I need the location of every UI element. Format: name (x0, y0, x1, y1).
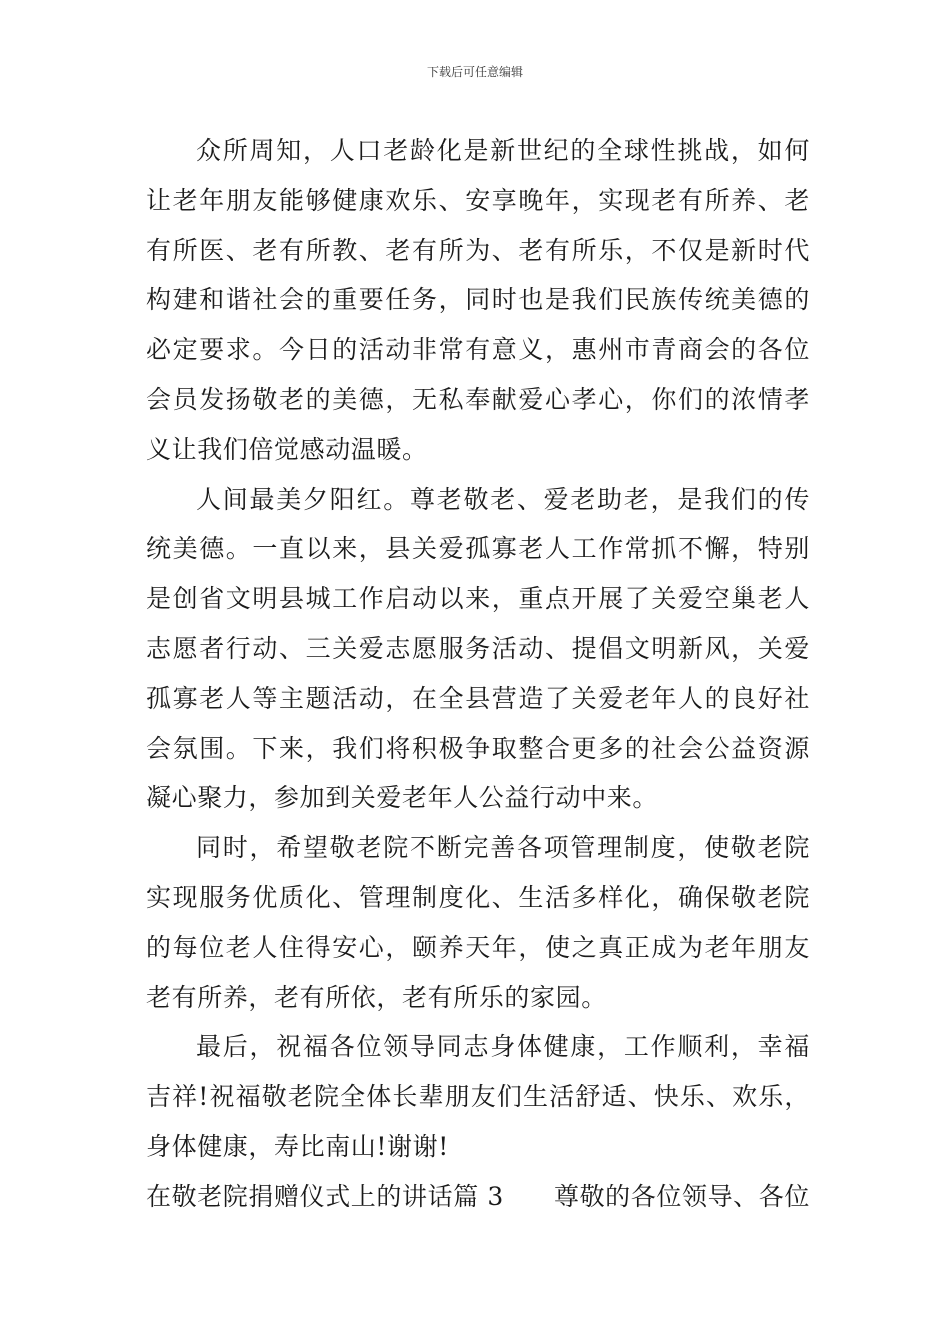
speech-title: 在敬老院捐赠仪式上的讲话篇 3 (146, 1181, 504, 1211)
paragraph-closing-wishes: 最后，祝福各位领导同志身体健康，工作顺利，幸福吉祥!祝福敬老院全体长辈朋友们生活舒适、快乐、欢乐，身体健康，寿比南山!谢谢! (146, 1032, 810, 1161)
paragraph-management: 同时，希望敬老院不断完善各项管理制度，使敬老院实现服务优质化、管理制度化、生活多样化，确保敬老院的每位老人住得安心，颐养天年，使之真正成为老年朋友老有所养，老有所依，老有所乐的家园。 (146, 833, 810, 1012)
paragraph-sunset-red: 人间最美夕阳红。尊老敬老、爱老助老，是我们的传统美德。一直以来，县关爱孤寡老人工作常抓不懈，特别是创省文明县城工作启动以来，重点开展了关爱空巢老人志愿者行动、三关爱志愿服务活动、提倡文明新风，关爱孤寡老人等主题活动，在全县营造了关爱老年人的良好社会氛围。下来，我们将积极争取整合更多的社会公益资源凝心聚力，参加到关爱老年人公益行动中来。 (146, 484, 810, 813)
paragraph-aging-challenge: 众所周知，人口老龄化是新世纪的全球性挑战，如何让老年朋友能够健康欢乐、安享晚年，实现老有所养、老有所医、老有所教、老有所为、老有所乐，不仅是新时代构建和谐社会的重要任务，同时也是我们民族传统美德的必定要求。今日的活动非常有意义，惠州市青商会的各位会员发扬敬老的美德，无私奉献爱心孝心，你们的浓情孝义让我们倍觉感动温暖。 (146, 136, 810, 464)
download-note: 下载后可任意编辑 (426, 65, 523, 79)
next-speech-line (146, 1172, 810, 1222)
document-body (146, 126, 810, 1222)
speech-opening: 尊敬的各位领导、各位 (553, 1181, 810, 1211)
